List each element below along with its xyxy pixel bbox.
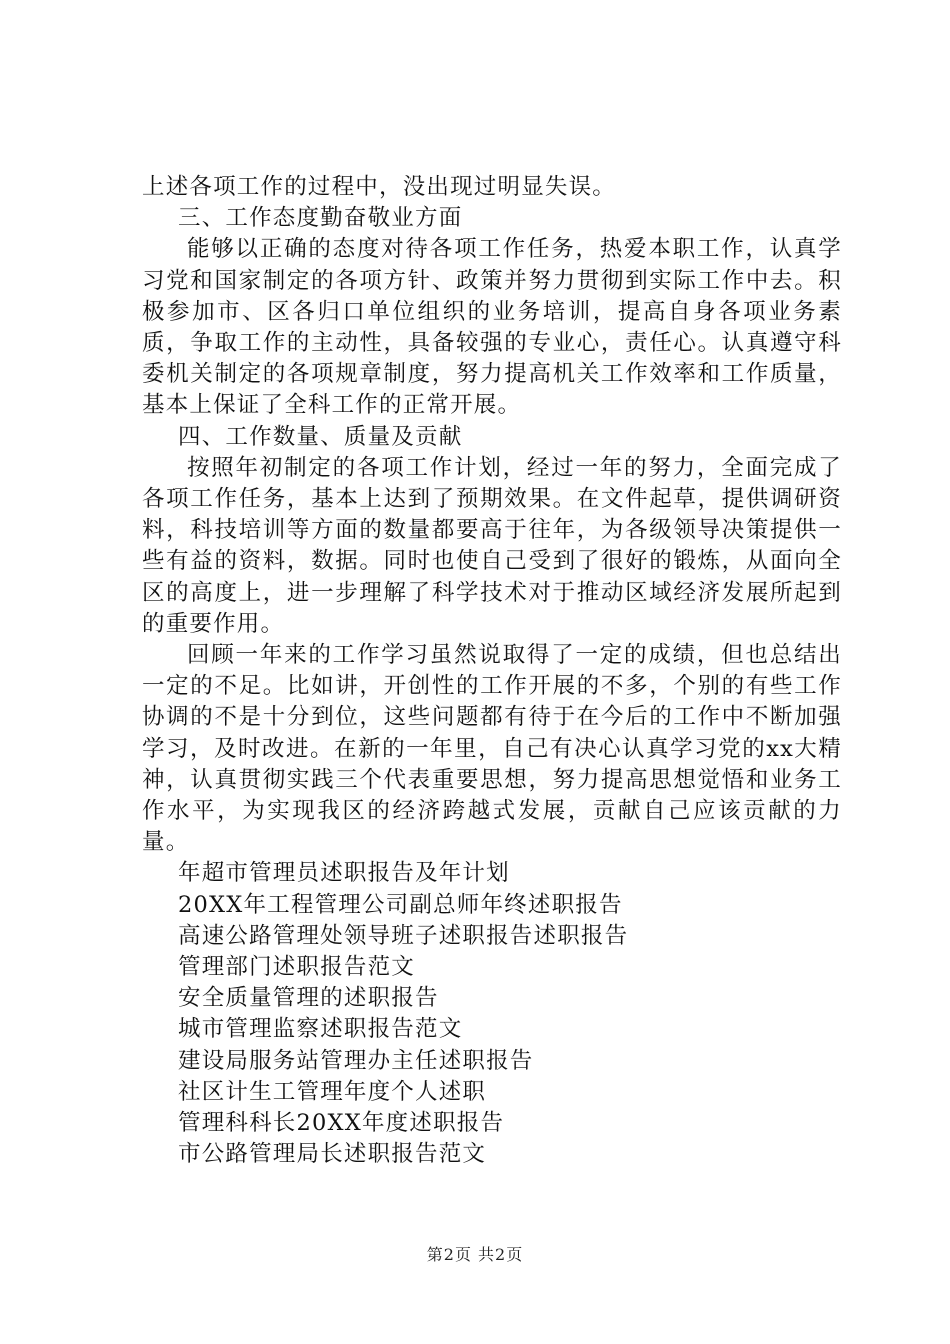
page-footer: 第2页 共2页: [426, 1245, 524, 1264]
related-link[interactable]: 城市管理监察述职报告范文: [178, 1016, 463, 1043]
related-link[interactable]: 高速公路管理处领导班子述职报告述职报告: [178, 922, 629, 949]
section-3-heading: 三、工作态度勤奋敬业方面: [178, 205, 463, 232]
section-3-paragraph: 能够以正确的态度对待各项工作任务，热爱本职工作，认真学习党和国家制定的各项方针、政策并努力贯彻到实际工作中去。积极参加市、区各归口单位组织的业务培训，提高自身各项业务素质，争取工作的主动性，具备较强的专业心，责任心。认真遵守科委机关制定的各项规章制度，努力提高机关工作效率和工作质量，基本上保证了全科工作的正常开展。: [142, 236, 842, 419]
continuation-paragraph: 上述各项工作的过程中，没出现过明显失误。: [142, 174, 617, 200]
document-body: [142, 172, 842, 1171]
related-link[interactable]: 年超市管理员述职报告及年计划: [178, 860, 510, 887]
related-link[interactable]: 建设局服务站管理办主任述职报告: [178, 1047, 534, 1074]
related-link[interactable]: 市公路管理局长述职报告范文: [178, 1141, 487, 1168]
related-link[interactable]: 20XX年工程管理公司副总师年终述职报告: [178, 891, 623, 918]
related-links-list: [142, 858, 842, 1170]
related-link[interactable]: 管理部门述职报告范文: [178, 954, 416, 981]
section-4-paragraph: 按照年初制定的各项工作计划，经过一年的努力，全面完成了各项工作任务，基本上达到了预期效果。在文件起草，提供调研资料，科技培训等方面的数量都要高于往年，为各级领导决策提供一些有益的资料，数据。同时也使自己受到了很好的锻炼，从面向全区的高度上，进一步理解了科学技术对于推动区域经济发展所起到的重要作用。: [142, 454, 842, 637]
related-link[interactable]: 安全质量管理的述职报告: [178, 985, 439, 1012]
related-link[interactable]: 社区计生工管理年度个人述职: [178, 1078, 487, 1105]
related-link[interactable]: 管理科科长20XX年度述职报告: [178, 1110, 505, 1137]
section-4-heading: 四、工作数量、质量及贡献: [178, 423, 463, 450]
review-paragraph: 回顾一年来的工作学习虽然说取得了一定的成绩，但也总结出一定的不足。比如讲，开创性的工作开展的不多，个别的有些工作协调的不是十分到位，这些问题都有待于在今后的工作中不断加强学习，及时改进。在新的一年里，自己有决心认真学习党的xx大精神，认真贯彻实践三个代表重要思想，努力提高思想觉悟和业务工作水平，为实现我区的经济跨越式发展，贡献自己应该贡献的力量。: [142, 642, 842, 856]
